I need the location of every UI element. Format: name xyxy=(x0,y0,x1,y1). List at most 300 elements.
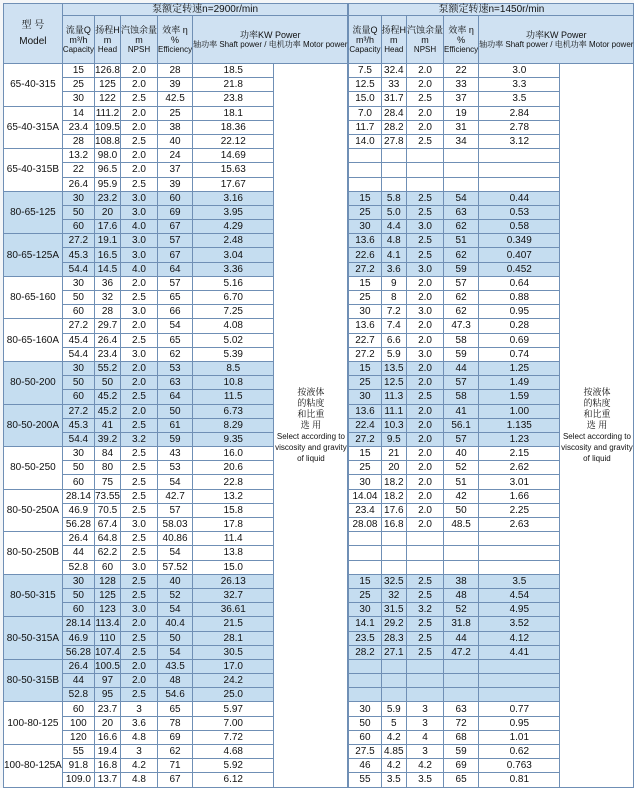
value-cell: 3.0 xyxy=(120,603,157,617)
value-cell xyxy=(381,163,407,177)
value-cell: 97 xyxy=(94,674,120,688)
value-cell: 2.5 xyxy=(120,333,157,347)
model-cell: 80-50-315B xyxy=(4,659,63,702)
value-cell xyxy=(349,177,381,191)
value-cell: 41 xyxy=(444,404,479,418)
value-cell: 53 xyxy=(158,361,193,375)
value-cell: 2.5 xyxy=(120,92,157,106)
value-cell: 27.2 xyxy=(62,234,94,248)
value-cell: 64 xyxy=(158,390,193,404)
value-cell: 43.5 xyxy=(158,659,193,673)
value-cell xyxy=(381,688,407,702)
col-header-en: Efficiency xyxy=(444,44,479,54)
value-cell: 16.8 xyxy=(381,518,407,532)
value-cell: 2.63 xyxy=(479,518,560,532)
value-cell: 19 xyxy=(444,106,479,120)
value-cell: 27.5 xyxy=(349,745,381,759)
value-cell: 42 xyxy=(444,489,479,503)
value-cell: 65 xyxy=(158,702,193,716)
value-cell: 30 xyxy=(62,191,94,205)
value-cell xyxy=(444,546,479,560)
value-cell xyxy=(407,674,444,688)
value-cell: 2.5 xyxy=(120,532,157,546)
value-cell: 52.8 xyxy=(62,560,94,574)
value-cell: 22.4 xyxy=(349,418,381,432)
value-cell: 4.1 xyxy=(381,248,407,262)
value-cell xyxy=(407,546,444,560)
value-cell: 0.349 xyxy=(479,234,560,248)
value-cell: 3.0 xyxy=(120,248,157,262)
n2900-power-header xyxy=(193,16,348,64)
value-cell: 26.4 xyxy=(62,659,94,673)
value-cell: 21.5 xyxy=(193,617,274,631)
power-subheaders: 轴功率 Shaft power / 电机功率 Motor power xyxy=(193,39,348,49)
value-cell: 7.4 xyxy=(381,319,407,333)
value-cell: 26.4 xyxy=(62,177,94,191)
value-cell: 4.08 xyxy=(193,319,274,333)
value-cell: 31.8 xyxy=(444,617,479,631)
value-cell: 30 xyxy=(349,475,381,489)
value-cell: 60 xyxy=(62,475,94,489)
value-cell: 108.8 xyxy=(94,136,120,148)
value-cell: 54 xyxy=(158,603,193,617)
value-cell: 13.8 xyxy=(193,546,274,560)
value-cell: 39 xyxy=(158,78,193,92)
value-cell: 2.5 xyxy=(120,645,157,659)
model-cell: 65-40-315 xyxy=(4,64,63,107)
value-cell: 57 xyxy=(444,276,479,290)
value-cell xyxy=(349,149,381,163)
value-cell: 2.0 xyxy=(407,503,444,517)
value-cell: 52 xyxy=(444,603,479,617)
value-cell: 2.5 xyxy=(120,475,157,489)
value-cell: 15 xyxy=(349,574,381,588)
value-cell: 18.36 xyxy=(193,120,274,134)
model-cell: 100-80-125A xyxy=(4,745,63,788)
col-header-unit: m xyxy=(135,34,143,45)
value-cell: 25 xyxy=(349,291,381,305)
col-header-cn: 流量Q xyxy=(352,24,378,35)
value-cell: 55.2 xyxy=(94,361,120,375)
value-cell xyxy=(479,659,560,673)
n1450-col-header xyxy=(407,16,444,64)
value-cell: 3 xyxy=(407,716,444,730)
value-cell: 2.48 xyxy=(193,234,274,248)
value-cell: 6.6 xyxy=(381,333,407,347)
value-cell: 0.69 xyxy=(479,333,560,347)
value-cell: 3.0 xyxy=(120,234,157,248)
value-cell: 9.35 xyxy=(193,432,274,446)
value-cell: 50 xyxy=(62,376,94,390)
value-cell: 2.5 xyxy=(120,688,157,702)
value-cell: 9.5 xyxy=(381,432,407,446)
value-cell: 22 xyxy=(444,64,479,78)
value-cell: 34 xyxy=(444,134,479,148)
value-cell: 1.00 xyxy=(479,404,560,418)
value-cell: 3.52 xyxy=(479,617,560,631)
value-cell: 0.95 xyxy=(479,716,560,730)
value-cell: 5.97 xyxy=(193,702,274,716)
value-cell: 2.0 xyxy=(407,376,444,390)
value-cell xyxy=(349,659,381,673)
value-cell: 2.15 xyxy=(479,447,560,461)
shaft-power-en: Shaft power xyxy=(505,39,549,49)
value-cell xyxy=(381,532,407,546)
value-cell: 2.5 xyxy=(407,248,444,262)
value-cell: 0.88 xyxy=(479,291,560,305)
table-row xyxy=(4,64,634,78)
col-header-unit: m xyxy=(390,34,398,45)
value-cell: 91.8 xyxy=(62,759,94,773)
value-cell: 4.0 xyxy=(120,220,157,234)
note-en: Select according to viscosity and gravity of liquid xyxy=(561,431,633,463)
value-cell: 48 xyxy=(158,674,193,688)
value-cell xyxy=(381,177,407,191)
value-cell: 22.12 xyxy=(193,134,274,148)
value-cell: 16.8 xyxy=(94,759,120,773)
selection-note-left xyxy=(274,64,348,788)
value-cell xyxy=(444,177,479,191)
value-cell: 12.5 xyxy=(381,376,407,390)
value-cell: 72 xyxy=(444,716,479,730)
model-cell: 65-40-315A xyxy=(4,106,63,149)
value-cell: 2.0 xyxy=(407,518,444,532)
value-cell: 32 xyxy=(381,588,407,602)
value-cell: 59 xyxy=(444,347,479,361)
model-header-en: Model xyxy=(19,35,47,47)
value-cell: 0.74 xyxy=(479,347,560,361)
value-cell: 40.4 xyxy=(158,617,193,631)
value-cell: 2.0 xyxy=(407,106,444,120)
note-cn-line: 和比重 xyxy=(297,408,325,419)
value-cell: 28.08 xyxy=(349,518,381,532)
col-header-en: NPSH xyxy=(127,44,151,54)
value-cell: 32.4 xyxy=(381,64,407,78)
value-cell: 50 xyxy=(349,716,381,730)
value-cell: 27.8 xyxy=(381,134,407,148)
value-cell: 28.1 xyxy=(193,631,274,645)
value-cell: 15.0 xyxy=(193,560,274,574)
value-cell: 22.7 xyxy=(349,333,381,347)
value-cell: 28 xyxy=(62,134,94,148)
value-cell: 0.452 xyxy=(479,262,560,276)
value-cell: 67 xyxy=(158,248,193,262)
value-cell: 15 xyxy=(62,64,94,78)
value-cell: 65 xyxy=(444,773,479,787)
value-cell: 57 xyxy=(158,503,193,517)
value-cell: 3.16 xyxy=(193,191,274,205)
value-cell xyxy=(444,149,479,163)
value-cell: 27.2 xyxy=(349,347,381,361)
col-header-en: Head xyxy=(384,44,404,54)
value-cell: 2.0 xyxy=(407,447,444,461)
value-cell: 30 xyxy=(62,276,94,290)
value-cell xyxy=(407,149,444,163)
value-cell: 4.2 xyxy=(407,759,444,773)
value-cell: 2.0 xyxy=(120,120,157,134)
value-cell: 45.3 xyxy=(62,418,94,432)
value-cell xyxy=(479,674,560,688)
value-cell: 2.0 xyxy=(120,617,157,631)
value-cell: 1.135 xyxy=(479,418,560,432)
value-cell: 15.0 xyxy=(349,92,381,106)
value-cell: 47.2 xyxy=(444,645,479,659)
value-cell: 66 xyxy=(158,305,193,319)
col-header-cn: 汽蚀余量 xyxy=(120,24,157,35)
value-cell: 0.44 xyxy=(479,191,560,205)
value-cell: 3 xyxy=(120,745,157,759)
value-cell: 7.00 xyxy=(193,716,274,730)
note-cn-line: 按液体 xyxy=(583,386,611,397)
value-cell: 40 xyxy=(444,447,479,461)
value-cell xyxy=(349,560,381,574)
n2900-col-header xyxy=(94,16,120,64)
value-cell: 2.0 xyxy=(407,333,444,347)
value-cell: 95 xyxy=(94,688,120,702)
value-cell: 67 xyxy=(158,220,193,234)
shaft-power-cn: 轴功率 xyxy=(193,39,218,49)
value-cell: 60 xyxy=(62,305,94,319)
value-cell: 39.2 xyxy=(94,432,120,446)
value-cell: 58 xyxy=(444,333,479,347)
value-cell: 54.4 xyxy=(62,262,94,276)
value-cell: 28.4 xyxy=(381,106,407,120)
value-cell xyxy=(444,659,479,673)
value-cell: 13.5 xyxy=(381,361,407,375)
value-cell: 11.3 xyxy=(381,390,407,404)
value-cell: 3.3 xyxy=(479,78,560,92)
value-cell xyxy=(407,532,444,546)
value-cell: 14.69 xyxy=(193,149,274,163)
value-cell: 69 xyxy=(158,730,193,744)
value-cell: 4.0 xyxy=(120,262,157,276)
value-cell: 28.2 xyxy=(349,645,381,659)
value-cell: 14.04 xyxy=(349,489,381,503)
value-cell: 30 xyxy=(62,574,94,588)
group-2900-header: 泵额定转速n=2900r/min xyxy=(62,4,348,16)
value-cell: 4.68 xyxy=(193,745,274,759)
value-cell: 30 xyxy=(62,447,94,461)
value-cell: 16.0 xyxy=(193,447,274,461)
value-cell: 31.7 xyxy=(381,92,407,106)
value-cell: 57 xyxy=(444,376,479,390)
value-cell xyxy=(479,546,560,560)
value-cell: 3.36 xyxy=(193,262,274,276)
value-cell: 11.4 xyxy=(193,532,274,546)
value-cell: 4.2 xyxy=(381,759,407,773)
value-cell: 3.5 xyxy=(479,574,560,588)
value-cell: 2.0 xyxy=(120,404,157,418)
value-cell: 3.6 xyxy=(120,716,157,730)
value-cell: 3.0 xyxy=(407,347,444,361)
value-cell: 13.6 xyxy=(349,319,381,333)
value-cell: 0.62 xyxy=(479,745,560,759)
model-header-cn: 型 号 xyxy=(21,19,45,31)
value-cell: 5.0 xyxy=(381,205,407,219)
value-cell: 27.1 xyxy=(381,645,407,659)
value-cell: 3.0 xyxy=(120,347,157,361)
value-cell: 15 xyxy=(349,276,381,290)
note-cn-line: 按液体 xyxy=(297,386,325,397)
col-header-cn: 效率 η xyxy=(162,24,188,35)
value-cell: 3.0 xyxy=(120,205,157,219)
value-cell: 2.5 xyxy=(407,588,444,602)
value-cell: 57.52 xyxy=(158,560,193,574)
value-cell: 60 xyxy=(62,702,94,716)
value-cell: 56.28 xyxy=(62,645,94,659)
value-cell: 2.5 xyxy=(120,489,157,503)
value-cell: 10.8 xyxy=(193,376,274,390)
value-cell: 2.5 xyxy=(120,631,157,645)
value-cell: 15 xyxy=(349,447,381,461)
value-cell: 25 xyxy=(349,588,381,602)
value-cell: 2.5 xyxy=(407,645,444,659)
value-cell: 2.5 xyxy=(120,546,157,560)
col-header-en: NPSH xyxy=(413,44,437,54)
value-cell: 2.0 xyxy=(120,64,157,78)
value-cell: 3.6 xyxy=(381,262,407,276)
value-cell: 100 xyxy=(62,716,94,730)
value-cell xyxy=(479,163,560,177)
value-cell: 18.5 xyxy=(193,64,274,78)
value-cell: 2.5 xyxy=(407,205,444,219)
col-header-unit: % xyxy=(171,34,180,45)
value-cell: 25 xyxy=(349,205,381,219)
value-cell xyxy=(349,163,381,177)
value-cell: 54 xyxy=(444,191,479,205)
value-cell: 15 xyxy=(349,191,381,205)
value-cell: 84 xyxy=(94,447,120,461)
group-1450-header: 泵额定转速n=1450r/min xyxy=(349,4,634,16)
value-cell: 39 xyxy=(158,177,193,191)
value-cell: 3.01 xyxy=(479,475,560,489)
value-cell: 40 xyxy=(158,574,193,588)
value-cell: 60 xyxy=(62,220,94,234)
value-cell: 3.5 xyxy=(407,773,444,787)
value-cell: 24.2 xyxy=(193,674,274,688)
value-cell: 43 xyxy=(158,447,193,461)
model-cell: 80-50-315 xyxy=(4,574,63,617)
value-cell: 62 xyxy=(444,291,479,305)
value-cell: 59 xyxy=(444,262,479,276)
value-cell: 64 xyxy=(158,262,193,276)
note-cn-line: 的粘度 xyxy=(583,397,611,408)
value-cell: 62 xyxy=(444,248,479,262)
value-cell: 8 xyxy=(381,291,407,305)
value-cell: 63 xyxy=(158,376,193,390)
model-cell: 65-40-315B xyxy=(4,149,63,192)
value-cell: 71 xyxy=(158,759,193,773)
value-cell: 18.2 xyxy=(381,475,407,489)
col-header-unit: m³/h xyxy=(69,34,88,45)
value-cell: 75 xyxy=(94,475,120,489)
value-cell: 1.01 xyxy=(479,730,560,744)
shaft-power-en: Shaft power xyxy=(219,39,263,49)
value-cell: 65 xyxy=(158,333,193,347)
value-cell xyxy=(381,546,407,560)
value-cell: 3.2 xyxy=(407,603,444,617)
value-cell: 38 xyxy=(158,120,193,134)
value-cell: 40 xyxy=(158,134,193,148)
value-cell: 29.7 xyxy=(94,319,120,333)
value-cell: 29.2 xyxy=(381,617,407,631)
note-cn-line: 选 用 xyxy=(300,419,322,430)
value-cell: 3.0 xyxy=(407,262,444,276)
value-cell: 33 xyxy=(381,78,407,92)
col-header-en: Capacity xyxy=(349,44,381,54)
col-header-cn: 扬程H xyxy=(381,24,407,35)
value-cell: 4.8 xyxy=(120,730,157,744)
value-cell: 23.4 xyxy=(349,503,381,517)
value-cell: 3.0 xyxy=(120,518,157,532)
value-cell: 2.0 xyxy=(407,120,444,134)
value-cell: 2.5 xyxy=(120,503,157,517)
value-cell: 2.5 xyxy=(407,234,444,248)
value-cell: 2.0 xyxy=(120,78,157,92)
n2900-col-header xyxy=(62,16,94,64)
value-cell: 28.3 xyxy=(381,631,407,645)
motor-power-cn: 电机功率 xyxy=(268,39,301,49)
value-cell: 54.4 xyxy=(62,432,94,446)
value-cell: 113.4 xyxy=(95,618,120,630)
value-cell: 23.2 xyxy=(94,191,120,205)
value-cell: 2.5 xyxy=(120,461,157,475)
value-cell xyxy=(479,177,560,191)
value-cell: 0.64 xyxy=(479,276,560,290)
spec-table-body xyxy=(4,64,634,788)
value-cell: 2.5 xyxy=(120,588,157,602)
value-cell: 8.29 xyxy=(193,418,274,432)
value-cell: 44 xyxy=(62,674,94,688)
value-cell: 13.7 xyxy=(94,773,120,787)
value-cell: 64.8 xyxy=(94,532,120,546)
value-cell: 18.2 xyxy=(381,489,407,503)
col-header-cn: 流量Q xyxy=(65,24,91,35)
value-cell: 4.54 xyxy=(479,588,560,602)
value-cell: 19.4 xyxy=(94,745,120,759)
value-cell: 16.6 xyxy=(94,730,120,744)
value-cell: 12.5 xyxy=(349,78,381,92)
motor-power-en: Motor power xyxy=(302,39,348,49)
value-cell: 62 xyxy=(444,305,479,319)
power-subheaders: 轴功率 Shaft power / 电机功率 Motor power xyxy=(479,39,634,49)
value-cell: 68 xyxy=(444,730,479,744)
value-cell xyxy=(407,163,444,177)
model-cell: 80-65-125 xyxy=(4,191,63,234)
value-cell: 3 xyxy=(120,702,157,716)
value-cell: 16.5 xyxy=(94,248,120,262)
value-cell: 41 xyxy=(94,418,120,432)
value-cell: 2.5 xyxy=(407,390,444,404)
value-cell: 17.8 xyxy=(193,518,274,532)
note-cn-line: 选 用 xyxy=(586,419,608,430)
value-cell: 38 xyxy=(444,574,479,588)
value-cell: 46 xyxy=(349,759,381,773)
shaft-power-cn: 轴功率 xyxy=(479,39,504,49)
value-cell: 5.8 xyxy=(381,191,407,205)
value-cell: 14 xyxy=(62,106,94,120)
value-cell: 46.9 xyxy=(62,503,94,517)
value-cell: 125 xyxy=(94,588,120,602)
value-cell: 3.0 xyxy=(479,64,560,78)
model-cell: 80-65-160A xyxy=(4,319,63,362)
value-cell: 100.5 xyxy=(94,660,120,672)
value-cell: 36.61 xyxy=(193,603,274,617)
n1450-col-header xyxy=(444,16,479,64)
value-cell: 78 xyxy=(158,716,193,730)
value-cell: 3.5 xyxy=(381,773,407,787)
value-cell: 69 xyxy=(158,205,193,219)
